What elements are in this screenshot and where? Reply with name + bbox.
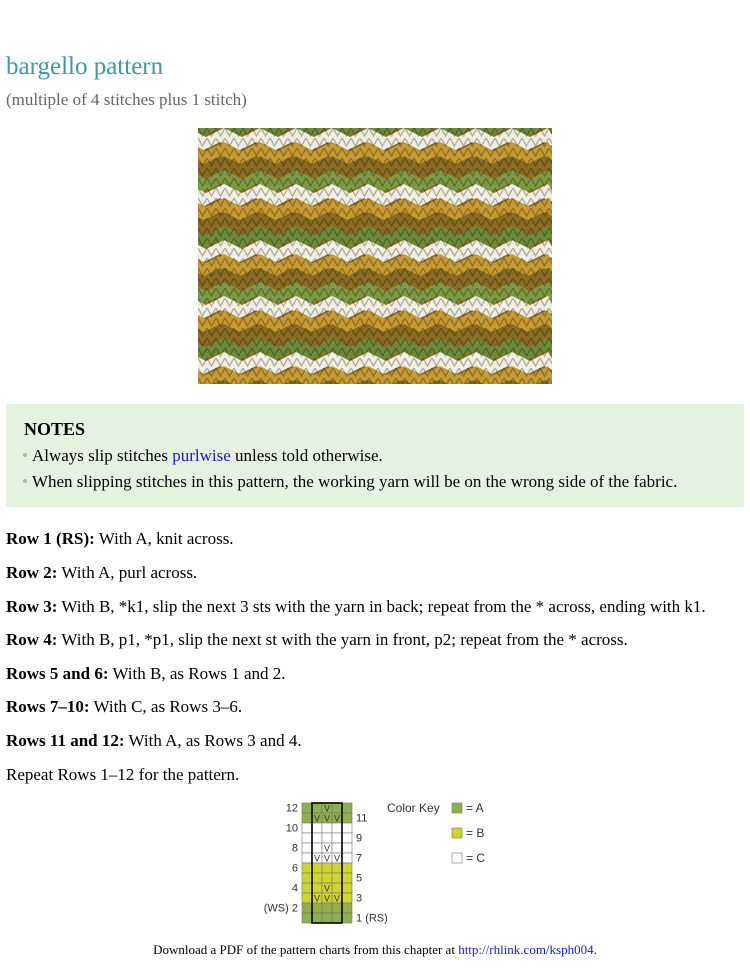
chart-cell — [342, 873, 352, 883]
chart-cell — [302, 883, 312, 893]
chart-row-label: 6 — [291, 862, 298, 875]
chart-row-label: 3 — [356, 892, 363, 905]
chart-cell — [312, 913, 322, 923]
chart-cell — [312, 803, 322, 813]
chart-cell — [342, 813, 352, 823]
chart-cell — [302, 893, 312, 903]
pattern-chart — [258, 795, 490, 931]
chart-cell — [302, 803, 312, 813]
chart-cell — [312, 873, 322, 883]
bullet-icon: • — [22, 446, 28, 465]
instruction-rows-11-12: Rows 11 and 12: With A, as Rows 3 and 4. — [6, 731, 302, 750]
chart-row-label: 9 — [356, 832, 363, 845]
slip-stitch-symbol: V — [313, 853, 321, 864]
chart-cell — [312, 843, 322, 853]
chart-cell — [332, 873, 342, 883]
chart-cell — [322, 903, 332, 913]
chart-cell — [302, 873, 312, 883]
chart-cell — [322, 823, 332, 833]
slip-stitch-symbol: V — [323, 883, 331, 894]
chart-row-label: 4 — [291, 882, 298, 895]
chart-cell — [302, 853, 312, 863]
chart-row-label: 8 — [291, 842, 298, 855]
chart-cell — [302, 833, 312, 843]
chart-row-label: 1 (RS) — [356, 912, 388, 925]
chart-cell — [312, 883, 322, 893]
chart-cell — [332, 913, 342, 923]
chart-cell — [332, 883, 342, 893]
chart-row-label: 12 — [285, 802, 298, 815]
chart-cell — [302, 913, 312, 923]
chart-cell — [342, 863, 352, 873]
color-key-label: = C — [466, 851, 486, 865]
instruction-rows-5-6: Rows 5 and 6: With B, as Rows 1 and 2. — [6, 664, 286, 683]
chart-cell — [342, 823, 352, 833]
chart-cell — [312, 833, 322, 843]
notes-heading: NOTES — [24, 419, 86, 439]
knitted-swatch-photo — [198, 128, 552, 384]
note-item: • Always slip stitches purlwise unless told otherwise. — [22, 446, 383, 465]
instruction-row-3: Row 3: With B, *k1, slip the next 3 sts with the yarn in back; repeat from the * across, ending with k1. — [6, 597, 706, 616]
slip-stitch-symbol: V — [333, 893, 341, 904]
chart-cell — [332, 863, 342, 873]
footer-note: Download a PDF of the pattern charts from this chapter at http://rhlink.com/ksph004. — [153, 942, 597, 957]
chart-cell — [342, 833, 352, 843]
color-key-label: = A — [466, 801, 484, 815]
chart-cell — [342, 843, 352, 853]
chart-cell — [332, 833, 342, 843]
chart-cell — [302, 843, 312, 853]
chart-cell — [332, 843, 342, 853]
chart-cell — [322, 863, 332, 873]
chart-cell — [342, 853, 352, 863]
slip-stitch-symbol: V — [323, 843, 331, 854]
color-swatch — [452, 853, 462, 863]
slip-stitch-symbol: V — [333, 813, 341, 824]
chart-cell — [342, 913, 352, 923]
color-key — [387, 801, 485, 865]
chart-cell — [312, 823, 322, 833]
slip-stitch-symbol: V — [333, 853, 341, 864]
chart-cell — [302, 903, 312, 913]
chart-cell — [332, 903, 342, 913]
chart-row-label: (WS) 2 — [263, 902, 298, 915]
chart-cell — [322, 873, 332, 883]
notes-box — [6, 404, 744, 507]
chart-row-label: 10 — [285, 822, 298, 835]
slip-stitch-symbol: V — [313, 893, 321, 904]
instruction-row-2: Row 2: With A, purl across. — [6, 563, 198, 582]
chart-cell — [312, 903, 322, 913]
chart-cell — [342, 883, 352, 893]
slip-stitch-symbol: V — [323, 853, 331, 864]
note-item: • When slipping stitches in this pattern, the working yarn will be on the wrong side of the fabric. — [22, 472, 678, 491]
chart-cell — [312, 863, 322, 873]
chart-grid — [302, 803, 352, 923]
chart-cell — [342, 903, 352, 913]
chart-cell — [302, 823, 312, 833]
chart-row-label: 11 — [356, 812, 368, 825]
chart-cell — [322, 913, 332, 923]
slip-stitch-symbol: V — [323, 813, 331, 824]
instruction-repeat: Repeat Rows 1–12 for the pattern. — [6, 765, 240, 784]
pattern-subtitle: (multiple of 4 stitches plus 1 stitch) — [6, 90, 247, 109]
slip-stitch-symbol: V — [313, 813, 321, 824]
bullet-icon: • — [22, 472, 28, 491]
instruction-rows-7-10: Rows 7–10: With C, as Rows 3–6. — [6, 697, 243, 716]
chart-cell — [332, 803, 342, 813]
instruction-row-1: Row 1 (RS): With A, knit across. — [6, 529, 234, 548]
chart-row-label: 5 — [356, 872, 363, 885]
instruction-row-4: Row 4: With B, p1, *p1, slip the next st with the yarn in front, p2; repeat from the * across. — [6, 630, 628, 649]
chart-cell — [342, 803, 352, 813]
slip-stitch-symbol: V — [323, 803, 331, 814]
purlwise-link[interactable]: purlwise — [172, 446, 231, 465]
slip-stitch-symbol: V — [323, 893, 331, 904]
chart-cell — [342, 893, 352, 903]
chart-row-label: 7 — [356, 852, 363, 865]
color-swatch — [452, 828, 462, 838]
color-key-title: Color Key — [387, 801, 440, 815]
chart-cell — [302, 813, 312, 823]
pdf-download-link[interactable]: http://rhlink.com/ksph004 — [458, 942, 594, 957]
chart-cell — [322, 833, 332, 843]
color-key-label: = B — [466, 826, 485, 840]
pattern-title: bargello pattern — [6, 53, 164, 80]
chart-cell — [302, 863, 312, 873]
chart-cell — [332, 823, 342, 833]
color-swatch — [452, 803, 462, 813]
